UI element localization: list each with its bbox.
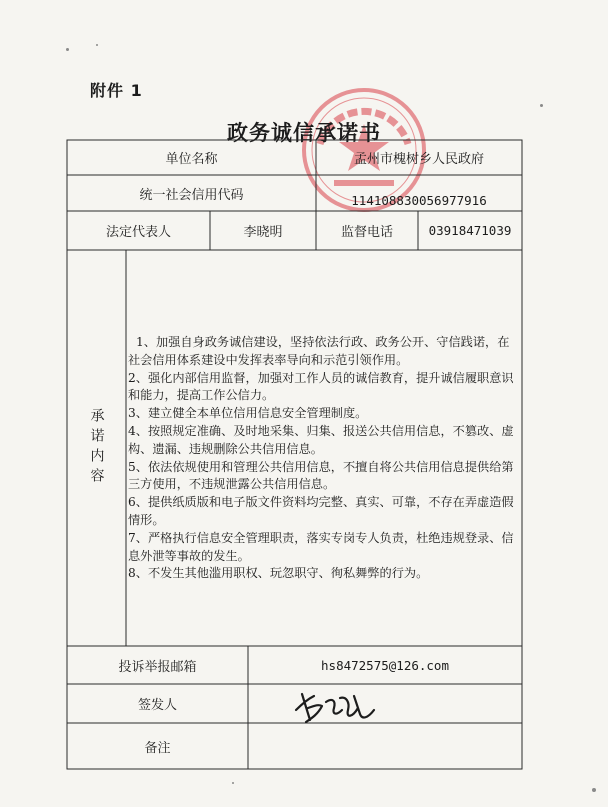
- remarks-value: [248, 723, 522, 769]
- commitment-item: 7、严格执行信息安全管理职责，落实专岗专人负责，杜绝违规登录、信息外泄等事故的发生。: [128, 530, 514, 563]
- credit-code-label: 统一社会信用代码: [139, 187, 244, 203]
- commitment-item: 2、强化内部信用监督，加强对工作人员的诚信教育，提升诚信履职意识和能力，提高工作公信力。: [128, 370, 514, 403]
- remarks-label: 备注: [144, 740, 171, 756]
- scan-speck: [66, 48, 69, 51]
- commitment-item: 5、依法依规使用和管理公共信用信息，不擅自将公共信用信息提供给第三方使用，不违规泄露公共信用信息。: [128, 459, 514, 492]
- commitment-label: 承诺内容: [88, 408, 105, 488]
- unit-name-value: 孟州市槐树乡人民政府: [353, 152, 484, 167]
- commitment-item: 1、加强自身政务诚信建设，坚持依法行政、政务公开、守信践诺，在社会信用体系建设中发挥表率导向和示范引领作用。: [128, 335, 510, 367]
- signer-label: 签发人: [137, 698, 177, 713]
- supervision-phone-value: 03918471039: [428, 223, 512, 238]
- legal-rep-value: 李晓明: [243, 225, 283, 240]
- commitment-item: 3、建立健全本单位信用信息安全管理制度。: [128, 406, 368, 421]
- complaint-email-label: 投诉举报邮箱: [118, 659, 197, 675]
- credit-code-value: 114108830056977916: [351, 192, 487, 208]
- supervision-phone-label: 监督电话: [340, 225, 393, 240]
- attachment-label: 附件 1: [90, 81, 143, 100]
- commitment-list: [128, 334, 520, 583]
- commitment-item: 8、不发生其他滥用职权、玩忽职守、徇私舞弊的行为。: [128, 566, 429, 581]
- scan-speck: [96, 44, 98, 46]
- page-title: 政务诚信承诺书: [227, 121, 381, 145]
- complaint-email-value: hs8472575@126.com: [321, 657, 449, 673]
- commitment-item: 4、按照规定准确、及时地采集、归集、报送公共信用信息，不篡改、虚构、遗漏、违规删除公共信用信息。: [128, 423, 514, 456]
- handwritten-signature: [290, 684, 380, 728]
- scan-speck: [592, 788, 596, 792]
- scan-speck: [540, 104, 543, 107]
- commitment-item: 6、提供纸质版和电子版文件资料均完整、真实、可靠，不存在弄虚造假情形。: [128, 495, 514, 527]
- legal-rep-label: 法定代表人: [105, 225, 171, 240]
- scan-speck: [232, 782, 234, 784]
- unit-name-label: 单位名称: [165, 152, 218, 167]
